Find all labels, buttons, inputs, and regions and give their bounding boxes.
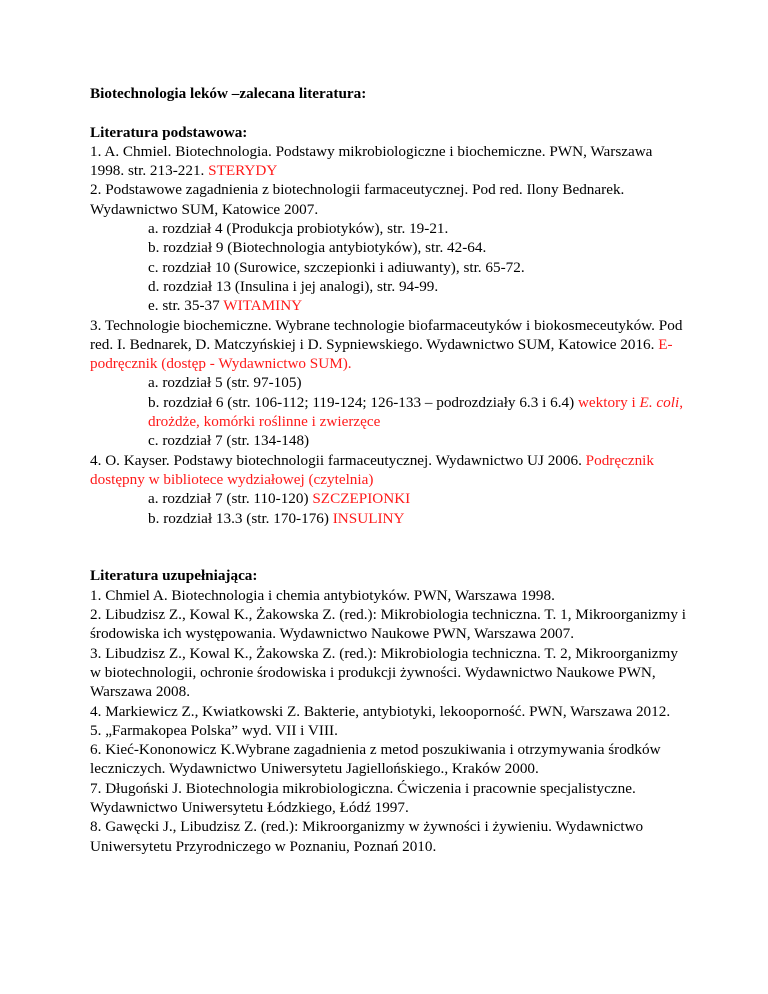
basic-literature-heading: Literatura podstawowa: [90,123,248,141]
basic-item-3-a: a. rozdział 5 (str. 97-105) [148,374,302,392]
basic-item-3-b-text: b. rozdział 6 (str. 106-112; 119-124; 126-133 – podrozdziały 6.3 i 6.4) [148,393,578,411]
supplementary-item: 8. Gawęcki J., Libudzisz Z. (red.): Mikroorganizmy w żywności i żywieniu. Wydawnictwo Uniwersytetu Przyrodniczego w Poznaniu, Poznań 2010. [90,818,644,855]
basic-item-4-b [90,509,690,528]
basic-item-3-c: c. rozdział 7 (str. 134-148) [148,432,310,450]
supplementary-item: 4. Markiewicz Z., Kwiatkowski Z. Bakterie, antybiotyki, lekooporność. PWN, Warszawa 2012. [90,702,671,720]
basic-item-3-b-highlight-1: wektory i [577,393,640,411]
basic-item-3-b [90,393,690,432]
basic-item-3-b-highlight-2: , drożdże, komórki roślinne i zwierzęce [148,393,683,431]
basic-item-2-e-text: e. str. 35-37 [148,297,224,315]
basic-item-2-b: b. rozdział 9 (Biotechnologia antybiotyków), str. 42-64. [148,239,487,257]
supplementary-item: 6. Kieć-Kononowicz K.Wybrane zagadnienia z metod poszukiwania i otrzymywania środków leczniczych. Wydawnictwo Uniwersytetu Jagiellońskiego., Kraków 2000. [90,741,661,778]
basic-item-2-d: d. rozdział 13 (Insulina i jej analogi), str. 94-99. [148,277,439,295]
basic-item-4-a [90,489,690,508]
basic-item-2-a: a. rozdział 4 (Produkcja probiotyków), str. 19-21. [148,220,449,238]
supplementary-item: 1. Chmiel A. Biotechnologia i chemia antybiotyków. PWN, Warszawa 1998. [90,586,555,604]
basic-item-4-highlight: Podręcznik dostępny w bibliotece wydziałowej (czytelnia) [90,451,654,488]
supplementary-item: 5. „Farmakopea Polska” wyd. VII i VIII. [90,721,338,739]
basic-item-4 [90,451,690,490]
basic-item-2: 2. Podstawowe zagadnienia z biotechnologii farmaceutycznej. Pod red. Ilony Bednarek. Wydawnictwo SUM, Katowice 2007. [90,181,625,218]
supplementary-item: 2. Libudzisz Z., Kowal K., Żakowska Z. (red.): Mikrobiologia techniczna. T. 1, Mikroorganizmy i środowiska ich występowania. Wydawnictwo Naukowe PWN, Warszawa 2007. [90,606,686,643]
document-body [90,84,690,856]
basic-item-3-text: 3. Technologie biochemiczne. Wybrane technologie biofarmaceutyków i biokosmeceutyków. Pod red. I. Bednarek, D. Matczyńskiej i D. Sypniewskiego. Wydawnictwo SUM, Katowice 2016. [90,316,683,353]
basic-item-1-text: 1. A. Chmiel. Biotechnologia. Podstawy mikrobiologiczne i biochemiczne. PWN, Warszawa 1998. str. 213-221. [90,142,653,180]
basic-item-3 [90,316,690,374]
basic-item-1 [90,142,690,181]
basic-item-2-c: c. rozdział 10 (Surowice, szczepionki i adiuwanty), str. 65-72. [148,258,525,276]
basic-item-2-e [90,296,690,315]
basic-item-4-b-highlight: INSULINY [332,509,405,527]
basic-item-2-e-highlight: WITAMINY [223,297,303,315]
basic-item-4-a-text: a. rozdział 7 (str. 110-120) [148,490,313,508]
basic-item-1-highlight: STERYDY [208,162,278,180]
supplementary-literature-heading: Literatura uzupełniająca: [90,567,258,585]
basic-item-4-b-text: b. rozdział 13.3 (str. 170-176) [148,509,333,527]
document-title: Biotechnologia leków –zalecana literatura: [90,85,367,102]
basic-item-4-a-highlight: SZCZEPIONKI [312,490,411,508]
supplementary-item: 7. Długoński J. Biotechnologia mikrobiologiczna. Ćwiczenia i pracownie specjalistyczne. Wydawnictwo Uniwersytetu Łódzkiego, Łódź 1997. [90,779,636,816]
basic-item-3-b-highlight-italic: E. coli [639,393,680,411]
supplementary-item: 3. Libudzisz Z., Kowal K., Żakowska Z. (red.): Mikrobiologia techniczna. T. 2, Mikroorganizmy w biotechnologii, ochronie środowiska i produkcji żywności. Wydawnictwo Naukowe PWN, Warszawa 2008. [90,644,678,701]
basic-item-4-text: 4. O. Kayser. Podstawy biotechnologii farmaceutycznej. Wydawnictwo UJ 2006. [90,451,586,469]
basic-item-3-highlight: E-podręcznik (dostęp - Wydawnictwo SUM). [90,335,673,373]
